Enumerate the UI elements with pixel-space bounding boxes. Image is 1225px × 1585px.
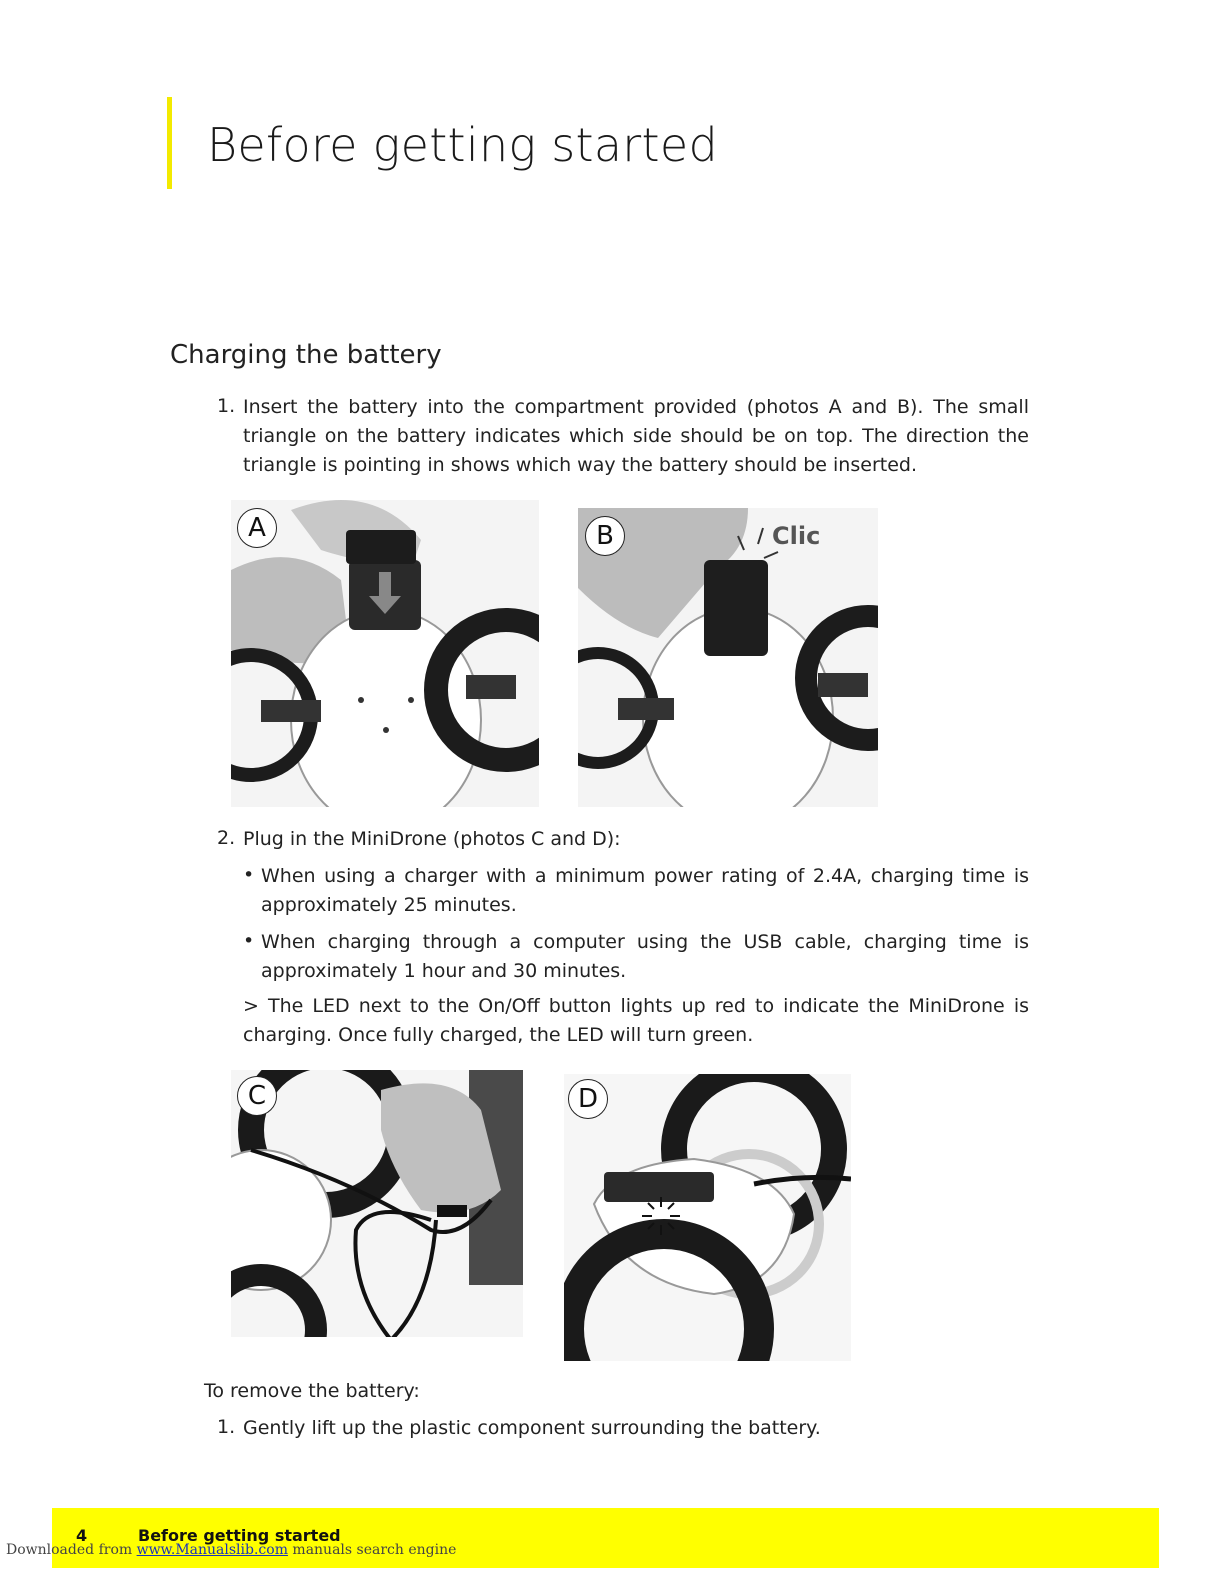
page-title: Before getting started (207, 118, 718, 172)
download-notice (6, 1542, 456, 1558)
photo-b (578, 508, 878, 807)
photo-c (231, 1070, 523, 1337)
bullet-icon: • (243, 864, 255, 886)
bullet-charger: When using a charger with a minimum power rating of 2.4A, charging time is approximately 25 minutes. (261, 865, 1029, 916)
photo-a-illustration (231, 500, 539, 807)
photo-a-label: A (237, 508, 277, 548)
step-2-text: Plug in the MiniDrone (photos C and D): (243, 828, 621, 850)
photo-b-illustration (578, 508, 878, 807)
bullet-usb: When charging through a computer using the USB cable, charging time is approximately 1 hour and 30 minutes. (261, 931, 1029, 982)
footer-section-title: Before getting started (138, 1526, 341, 1545)
photo-a (231, 500, 539, 807)
clic-label: Clic (772, 522, 821, 550)
title-accent-bar (167, 97, 172, 189)
bullet-icon: • (243, 930, 255, 952)
footer-page-number: 4 (76, 1526, 88, 1545)
remove-intro: To remove the battery: (204, 1380, 420, 1402)
step-number: 2. (217, 827, 236, 849)
photo-c-label: C (237, 1076, 277, 1116)
step-number: 1. (217, 1416, 236, 1438)
manualslib-link[interactable]: www.Manualslib.com (136, 1542, 288, 1558)
photo-b-label: B (585, 516, 625, 556)
photo-d-label: D (568, 1079, 608, 1119)
photo-d (564, 1074, 851, 1361)
step-number: 1. (217, 395, 236, 417)
section-title: Charging the battery (170, 340, 442, 370)
download-prefix: Downloaded from (6, 1542, 137, 1558)
led-note: > The LED next to the On/Off button lights up red to indicate the MiniDrone is charging. Once fully charged, the LED will turn green. (243, 995, 1029, 1046)
step-1-text: Insert the battery into the compartment provided (photos A and B). The small triangle on the battery indicates which side should be on top. The direction the triangle is pointing in shows which way the battery should be inserted. (243, 396, 1029, 476)
photo-c-illustration (231, 1070, 523, 1337)
remove-step-1-text: Gently lift up the plastic component surrounding the battery. (243, 1417, 821, 1439)
photo-d-illustration (564, 1074, 851, 1361)
download-suffix: manuals search engine (287, 1542, 457, 1558)
